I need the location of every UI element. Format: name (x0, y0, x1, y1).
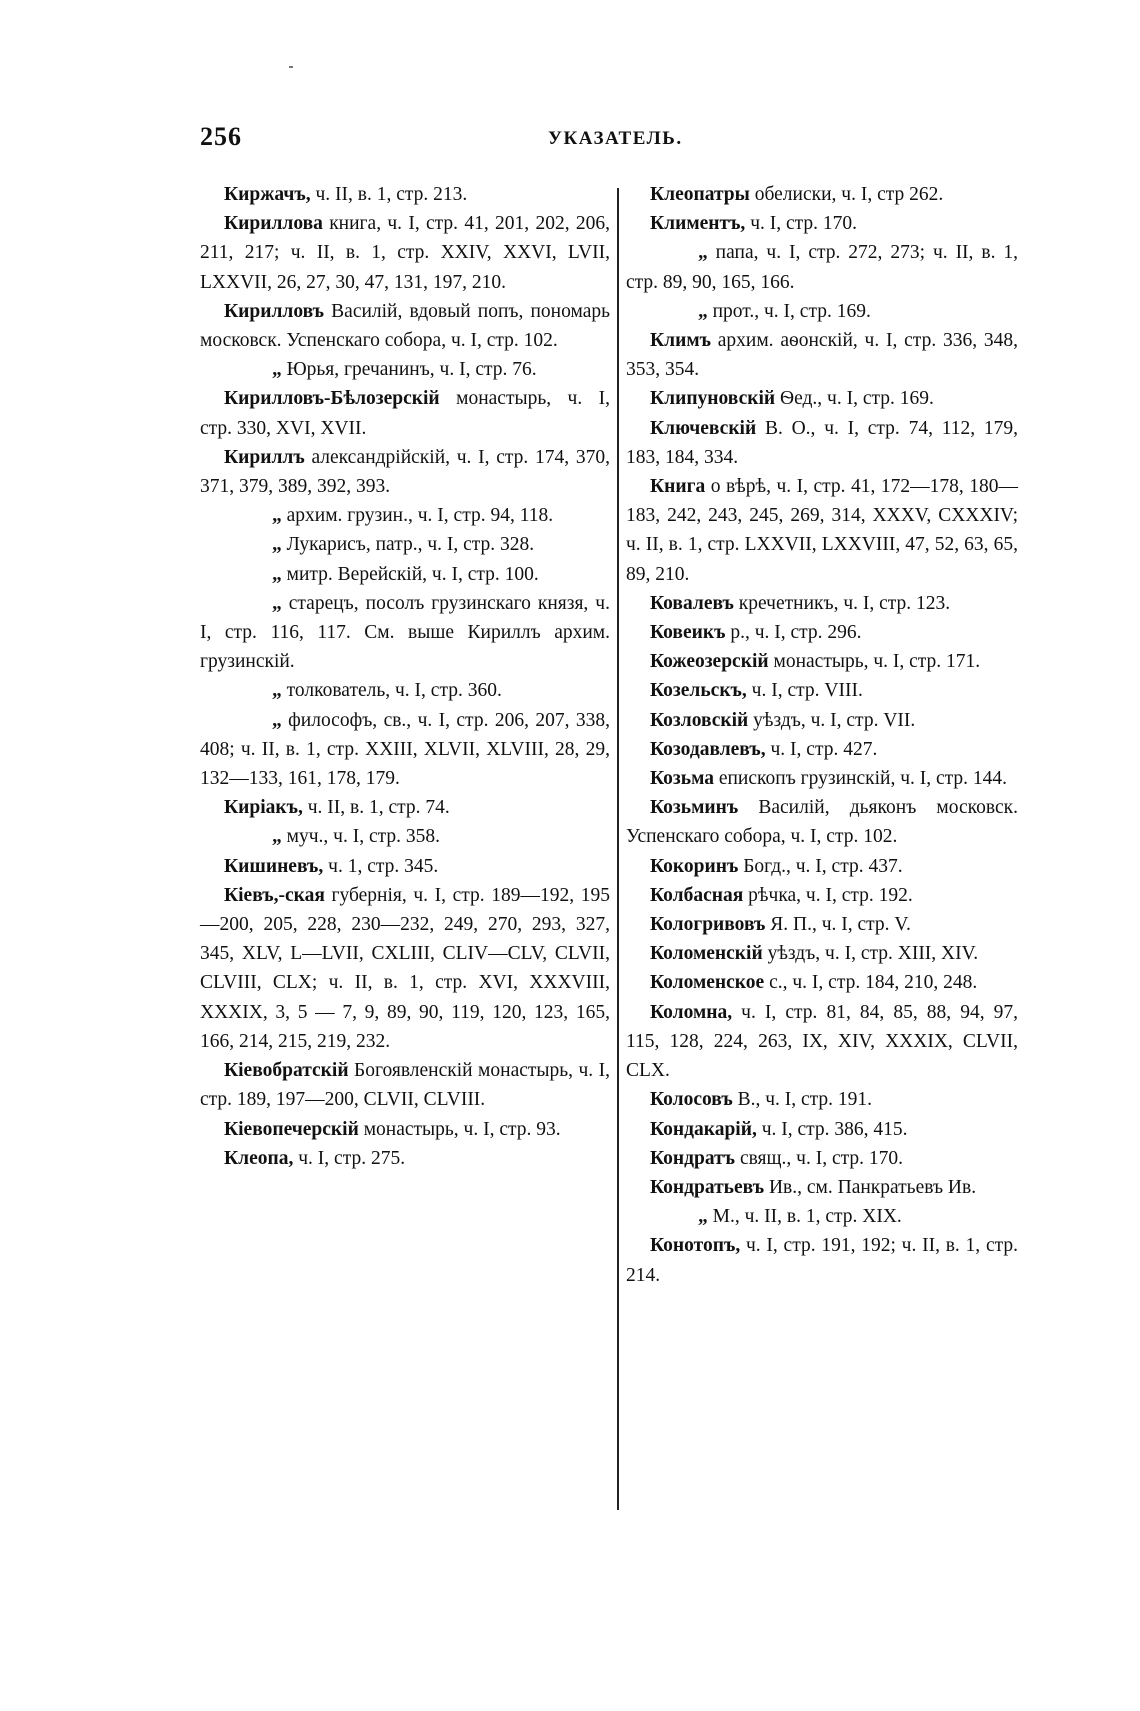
page-title: УКАЗАТЕЛЬ. (548, 128, 683, 149)
index-entry (626, 589, 1018, 618)
entry-references: Ив., см. Панкратьевъ Ив. (764, 1176, 977, 1198)
entry-headword: Ключевскій (650, 417, 757, 439)
index-entry (626, 618, 1018, 647)
index-entry (626, 764, 1018, 793)
index-entry (626, 209, 1018, 238)
entry-references: кречетникъ, ч. I, стр. 123. (733, 592, 951, 614)
index-entry (200, 881, 610, 1056)
index-entry (626, 1144, 1018, 1173)
index-entry (200, 1115, 610, 1144)
index-entry (200, 1056, 610, 1114)
entry-references: с., ч. I, стр. 184, 210, 248. (764, 972, 978, 994)
entry-references: Лукарисъ, патр., ч. I, стр. 328. (281, 534, 535, 556)
index-entry (626, 297, 1018, 326)
entry-references: Ѳед., ч. I, стр. 169. (775, 388, 934, 410)
index-entry (626, 852, 1018, 881)
index-entry (626, 939, 1018, 968)
entry-references: губернія, ч. I, стр. 189—192, 195—200, 205, 228, 230—232, 249, 270, 293, 327, 345, XLV, L—LVII, CXLIII, CLIV—CLV, CLVII, CLVIII, CLX; ч. II, в. 1, стр. XVI, XXXVIII, XXXIX, 3, 5 — 7, 9, 89, 90, 119, 120, 123, 165, 166, 214, 215, 219, 232. (200, 884, 610, 1052)
entry-headword: Колбасная (650, 884, 744, 906)
index-entry (626, 998, 1018, 1086)
entry-headword: Кологривовъ (650, 914, 766, 936)
entry-references: александрійскій, ч. I, стр. 174, 370, 371, 379, 389, 392, 393. (200, 446, 610, 498)
entry-references: митр. Верейскій, ч. I, стр. 100. (281, 563, 539, 585)
entry-references: ч. I, стр. 81, 84, 85, 88, 94, 97, 115, 128, 224, 263, IX, XIV, XXXIX, CLVII, CLX. (626, 1001, 1018, 1082)
page-number: 256 (200, 122, 242, 151)
entry-references: уѣздъ, ч. I, стр. VII. (748, 709, 916, 731)
entry-references: прот., ч. I, стр. 169. (707, 300, 871, 322)
entry-headword: „ (272, 826, 282, 848)
entry-headword: Климентъ, (650, 213, 746, 235)
index-entry (626, 910, 1018, 939)
entry-headword: „ (272, 680, 282, 702)
index-entry (200, 384, 610, 442)
entry-references: ч. I, стр. 275. (293, 1147, 406, 1169)
index-entry (200, 501, 610, 530)
entry-references: ч. I, стр. 191, 192; ч. II, в. 1, стр. 214. (626, 1235, 1018, 1286)
entry-references: ч. I, стр. 170. (745, 213, 858, 235)
index-entry (626, 647, 1018, 676)
entry-headword: „ (272, 563, 282, 585)
entry-references: уѣздъ, ч. I, стр. XIII, XIV. (762, 943, 979, 965)
index-entry (200, 793, 610, 822)
index-entry (626, 472, 1018, 589)
entry-headword: Козьминъ (650, 797, 739, 819)
entry-references: обелиски, ч. I, стр 262. (749, 184, 944, 205)
entry-references: В. О., ч. I, стр. 74, 112, 179, 183, 184, 334. (626, 417, 1018, 468)
print-mark (289, 66, 293, 68)
entry-headword: „ (272, 534, 282, 556)
entry-references: Василій, дьяконъ московск. Успенскаго собора, ч. I, стр. 102. (626, 797, 1018, 848)
entry-headword: „ (272, 592, 282, 614)
entry-headword: Козодавлевъ, (650, 738, 766, 760)
entry-headword: Коломенское (650, 972, 765, 994)
index-entry (626, 326, 1018, 384)
entry-references: ч. I, стр. 386, 415. (756, 1118, 908, 1140)
entry-references: ч. II, в. 1, стр. 74. (302, 797, 450, 819)
index-entry (200, 1144, 610, 1173)
index-entry (200, 706, 610, 794)
entry-headword: Козельскъ, (650, 680, 747, 702)
index-entry (626, 881, 1018, 910)
index-entry (626, 676, 1018, 705)
index-entry (200, 443, 610, 501)
index-entry (626, 1173, 1018, 1202)
entry-headword: Клеопа, (224, 1147, 294, 1169)
entry-headword: Климъ (650, 330, 711, 352)
entry-references: В., ч. I, стр. 191. (732, 1089, 873, 1111)
entry-references: книга, ч. I, стр. 41, 201, 202, 206, 211, 217; ч. II, в. 1, стр. XXIV, XXVI, LVII, LXXVII, 26, 27, 30, 47, 131, 197, 210. (200, 213, 610, 293)
entry-headword: Кондратъ (650, 1147, 736, 1169)
entry-headword: Книга (650, 476, 706, 498)
index-entry (626, 968, 1018, 997)
entry-headword: Кіевопечерскій (224, 1118, 359, 1140)
right-column (626, 180, 1018, 1290)
index-entry (200, 530, 610, 559)
entry-headword: Кириллъ (224, 446, 305, 468)
entry-headword: Киржачъ, (224, 184, 311, 205)
index-entry (200, 822, 610, 851)
index-entry (626, 1115, 1018, 1144)
entry-headword: Кіевъ,-ская (224, 884, 325, 906)
entry-headword: „ (272, 709, 282, 731)
entry-headword: Кіевобратскій (224, 1060, 349, 1082)
entry-references: ч. I, стр. 427. (765, 738, 878, 760)
entry-references: старецъ, посолъ грузинскаго князя, ч. I, стр. 116, 117. См. выше Кириллъ архим. грузинскій. (200, 592, 610, 673)
entry-references: ч. I, стр. VIII. (746, 680, 863, 702)
index-entry (200, 589, 610, 677)
entry-references: папа, ч. I, стр. 272, 273; ч. II, в. 1, стр. 89, 90, 165, 166. (626, 242, 1018, 293)
index-entry (626, 1085, 1018, 1114)
entry-headword: Кокоринъ (650, 855, 739, 877)
entry-references: философъ, св., ч. I, стр. 206, 207, 338, 408; ч. II, в. 1, стр. XXIII, XLVII, XLVIII, 28, 29, 132—133, 161, 178, 179. (200, 709, 610, 790)
entry-headword: Ковеикъ (650, 622, 726, 644)
entry-headword: Козьма (650, 768, 714, 790)
entry-headword: Кожеозерскій (650, 651, 769, 673)
entry-headword: Клипуновскій (650, 388, 776, 410)
entry-headword: „ (698, 300, 708, 322)
index-entry (200, 355, 610, 384)
entry-references: монастырь, ч. I, стр. 330, XVI, XVII. (200, 388, 610, 439)
entry-references: монастырь, ч. I, стр. 93. (358, 1118, 561, 1140)
entry-headword: „ (272, 505, 282, 527)
entry-headword: Кирилловъ-Бѣлозерскій (224, 388, 440, 410)
entry-references: муч., ч. I, стр. 358. (281, 826, 440, 848)
entry-references: архим. аѳонскій, ч. I, стр. 336, 348, 353, 354. (626, 330, 1018, 381)
index-entry (626, 735, 1018, 764)
index-entry (200, 209, 610, 297)
entry-references: о вѣрѣ, ч. I, стр. 41, 172—178, 180—183, 242, 243, 245, 269, 314, XXXV, CXXXIV; ч. II, в. 1, стр. LXXVII, LXXVIII, 47, 52, 63, 65, 89, 210. (626, 476, 1018, 585)
entry-headword: „ (698, 1206, 708, 1228)
entry-references: Богд., ч. I, стр. 437. (738, 855, 903, 877)
entry-headword: Кирилловъ (224, 300, 325, 322)
entry-headword: Коломна, (650, 1001, 733, 1023)
index-entry (200, 560, 610, 589)
entry-headword: Кондакарій, (650, 1118, 757, 1140)
entry-references: р., ч. I, стр. 296. (725, 622, 862, 644)
entry-headword: „ (698, 242, 708, 264)
column-divider (617, 188, 619, 1510)
entry-references: Юрья, гречанинъ, ч. I, стр. 76. (281, 359, 537, 381)
entry-references: ч. 1, стр. 345. (323, 855, 439, 877)
entry-headword: Колосовъ (650, 1089, 733, 1111)
entry-references: М., ч. II, в. 1, стр. XIX. (707, 1206, 902, 1228)
index-entry (626, 180, 1018, 209)
entry-references: свящ., ч. I, стр. 170. (735, 1147, 903, 1169)
entry-references: ч. II, в. 1, стр. 213. (310, 184, 468, 205)
index-entry (200, 676, 610, 705)
index-entry (626, 238, 1018, 296)
index-entry (626, 384, 1018, 413)
index-entry (200, 180, 610, 209)
entry-headword: „ (272, 359, 282, 381)
entry-references: толкователь, ч. I, стр. 360. (281, 680, 502, 702)
entry-headword: Кириллова (224, 213, 323, 235)
index-entry (626, 793, 1018, 851)
entry-headword: Конотопъ, (650, 1235, 741, 1257)
entry-references: рѣчка, ч. I, стр. 192. (743, 884, 913, 906)
left-column (200, 180, 610, 1173)
index-entry (200, 852, 610, 881)
entry-references: Я. П., ч. I, стр. V. (765, 914, 911, 936)
index-entry (626, 1202, 1018, 1231)
entry-headword: Кишиневъ, (224, 855, 324, 877)
index-entry (626, 1231, 1018, 1289)
entry-headword: Кондратьевъ (650, 1176, 765, 1198)
entry-references: епископъ грузинскій, ч. I, стр. 144. (713, 768, 1008, 790)
entry-references: монастырь, ч. I, стр. 171. (768, 651, 981, 673)
index-entry (626, 706, 1018, 735)
entry-references: Василій, вдовый попъ, пономарь московск. Успенскаго собора, ч. I, стр. 102. (200, 300, 610, 352)
entry-references: архим. грузин., ч. I, стр. 94, 118. (281, 505, 554, 527)
entry-headword: Клеопатры (650, 184, 750, 205)
index-entry (626, 414, 1018, 472)
entry-headword: Киріакъ, (224, 797, 303, 819)
entry-headword: Козловскій (650, 709, 749, 731)
index-entry (200, 297, 610, 355)
entry-headword: Ковалевъ (650, 592, 734, 614)
entry-references: Богоявленскій монастырь, ч. I, стр. 189, 197—200, CLVII, CLVIII. (200, 1060, 610, 1111)
entry-headword: Коломенскій (650, 943, 763, 965)
